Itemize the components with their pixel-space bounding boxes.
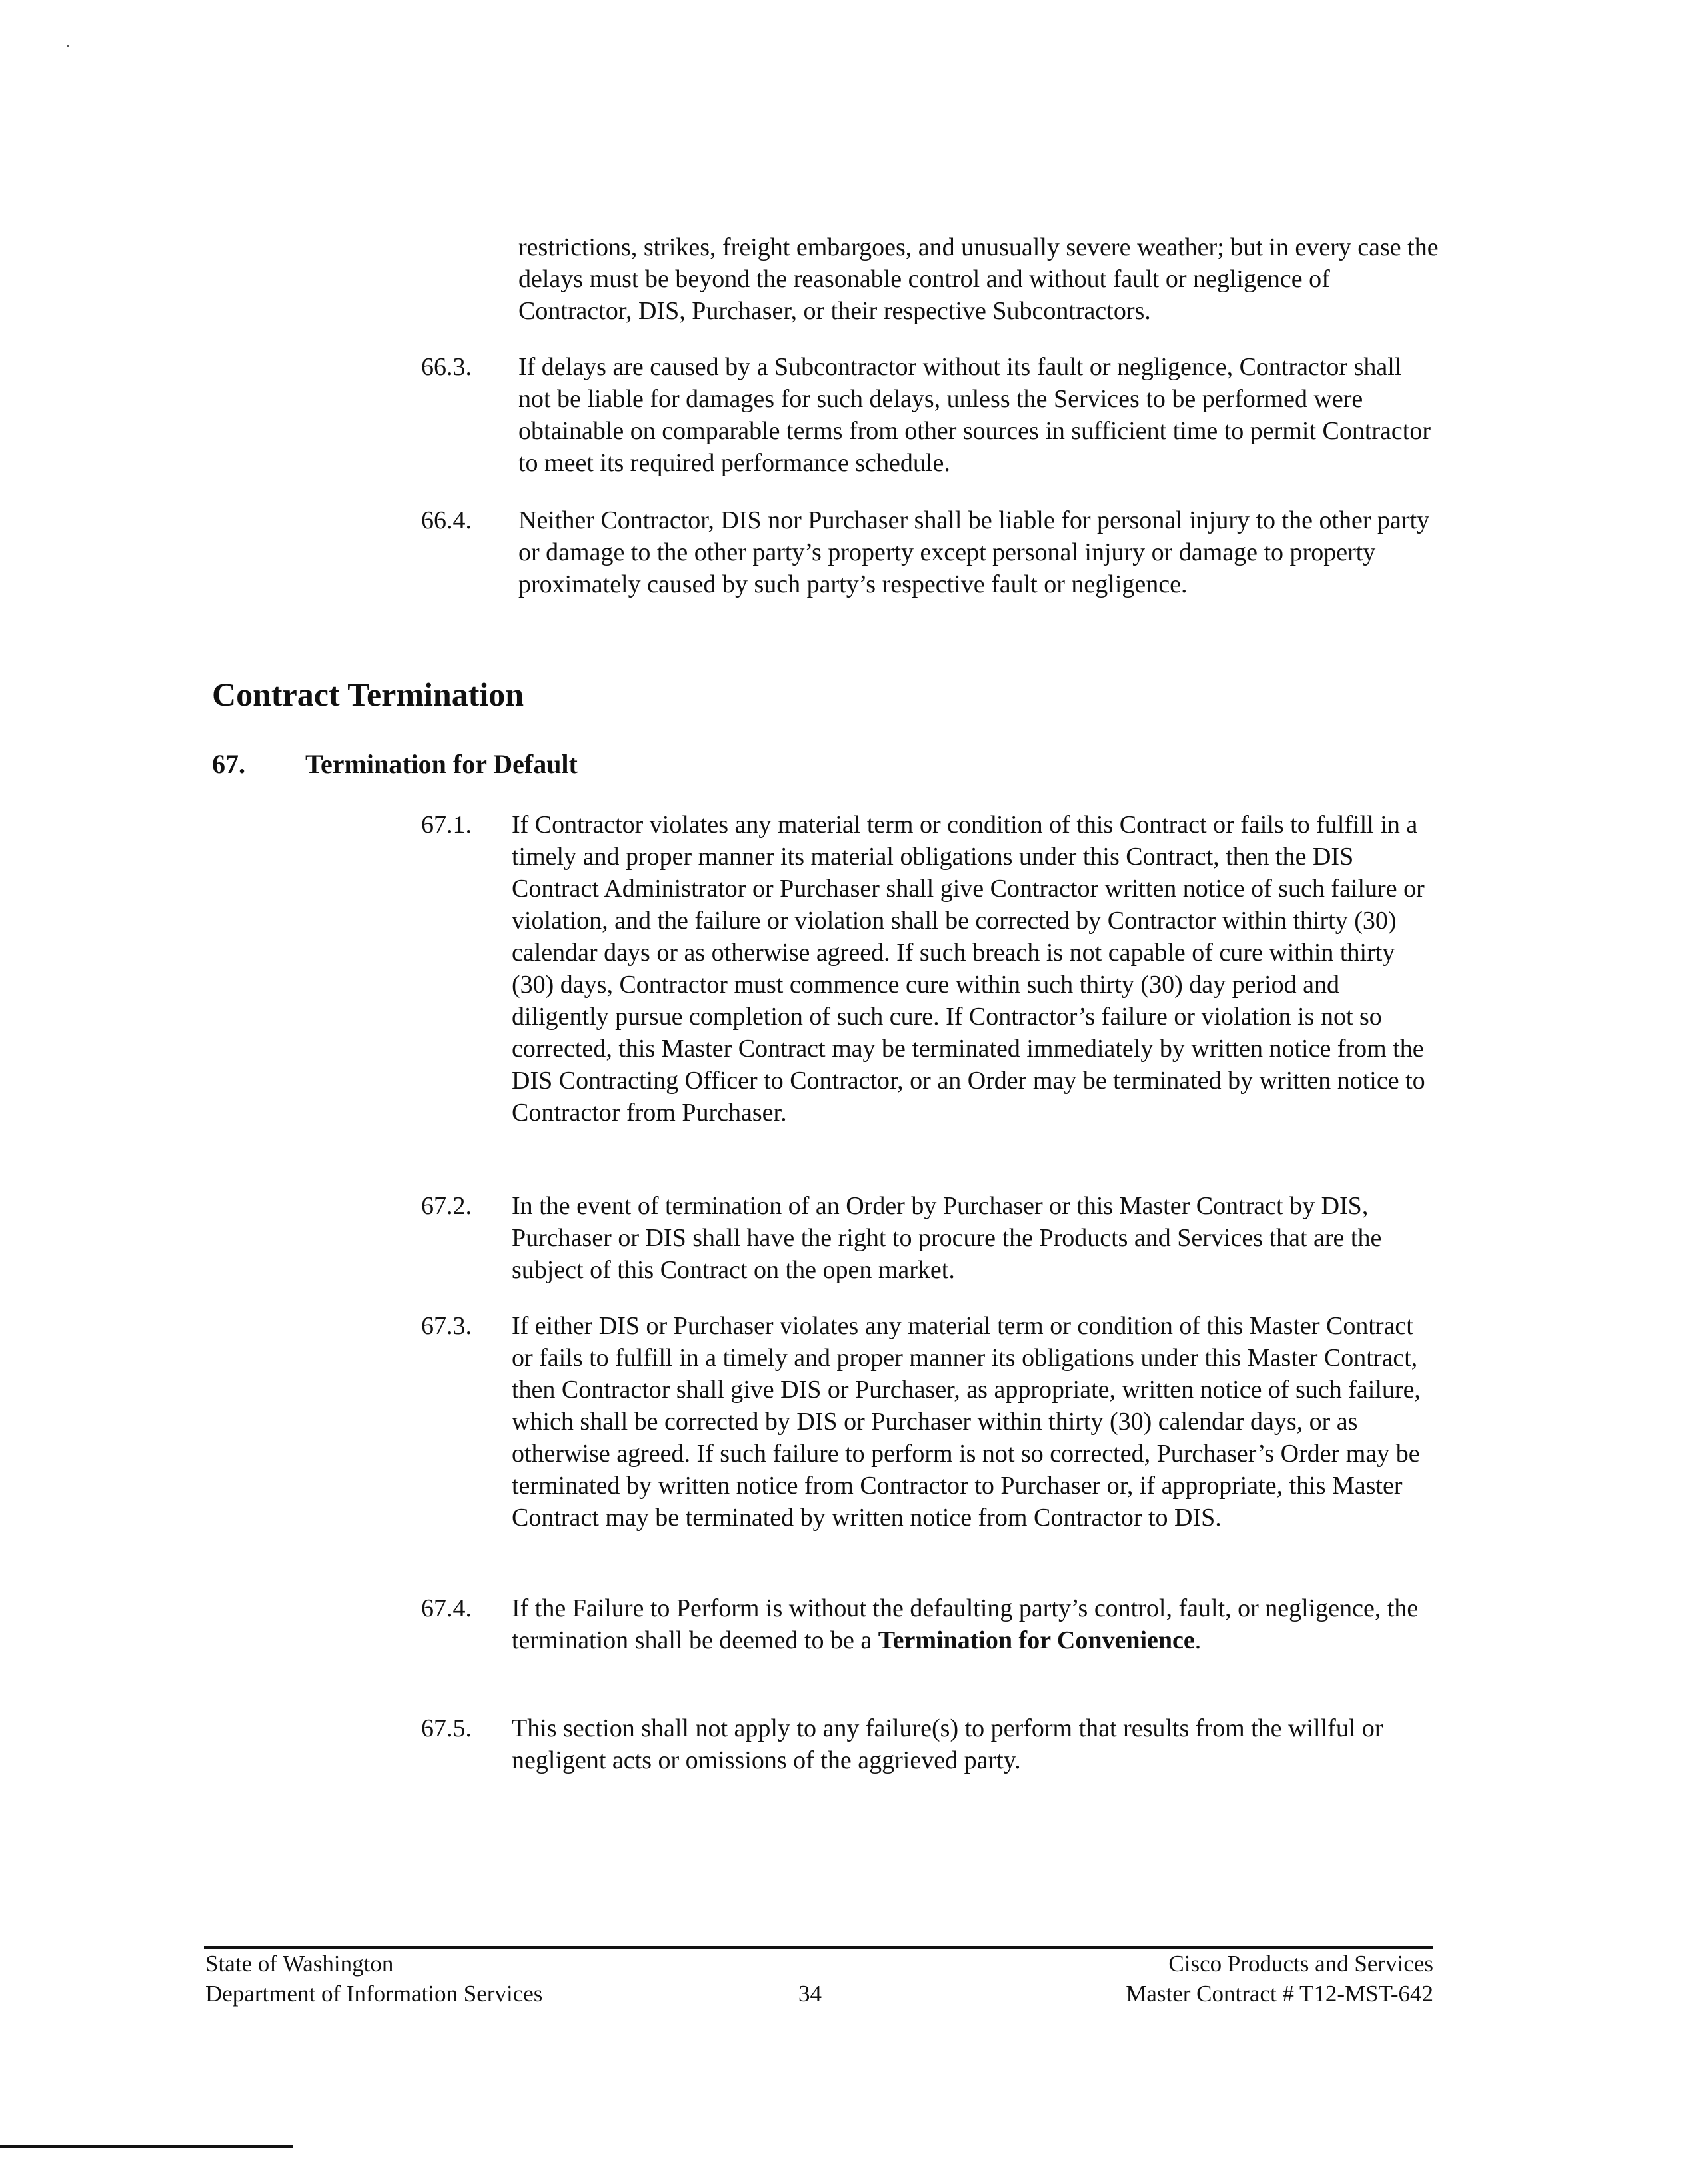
item-number-66-3: 66.3. [421, 353, 472, 381]
item-number-67-4: 67.4. [421, 1594, 472, 1622]
paragraph-67-1: If Contractor violates any material term or condition of this Contract or fails to fulfill in a timely and proper manner its material obligations under this Contract, then the DIS Contract Administrator or Purchaser shall give Contractor written notice of such failure or violation, and the failure or violation shall be corrected by Contractor within thirty (30) calendar days or as otherwise agreed. If such breach is not capable of cure within thirty (30) days, Contractor must commence cure within such thirty (30) day period and diligently pursue completion of such cure. If Contractor’s failure or violation is not so corrected, this Master Contract may be terminated immediately by written notice from the DIS Contracting Officer to Contractor, or an Order may be terminated by written notice to Contractor from Purchaser. [512, 811, 1425, 1127]
termination-for-convenience-term: Termination for Convenience [878, 1626, 1195, 1654]
item-number-67-3: 67.3. [421, 1312, 472, 1340]
paragraph-67-4 [512, 1592, 1438, 1656]
paragraph-67-5: This section shall not apply to any failure(s) to perform that results from the willful or negligent acts or omissions of the aggrieved party. [512, 1714, 1383, 1774]
item-number-67-5: 67.5. [421, 1714, 472, 1742]
paragraph-67-4-end: . [1194, 1626, 1202, 1654]
footer-department: Department of Information Services [205, 1981, 543, 2007]
item-number-66-4: 66.4. [421, 506, 472, 534]
paragraph-66-4: Neither Contractor, DIS nor Purchaser shall be liable for personal injury to the other party or damage to the other party’s property except personal injury or damage to property proximately caused by such party’s respective fault or negligence. [518, 506, 1430, 598]
page-number: 34 [798, 1981, 822, 2007]
item-number-67-2: 67.2. [421, 1192, 472, 1220]
section-heading: Contract Termination [212, 676, 524, 713]
bottom-edge-line [0, 2145, 293, 2148]
footer-contract-number: Master Contract # T12-MST-642 [1126, 1981, 1433, 2007]
paragraph-66-3: If delays are caused by a Subcontractor without its fault or negligence, Contractor shall not be liable for damages for such delays, unless the Services to be performed were obtainable on comparable terms from other sources in sufficient time to permit Contractor to meet its required performance schedule. [518, 353, 1431, 477]
paragraph-67-3: If either DIS or Purchaser violates any material term or condition of this Master Contract or fails to fulfill in a timely and proper manner its obligations under this Master Contract, then Contractor shall give DIS or Purchaser, as appropriate, written notice of such failure, which shall be corrected by DIS or Purchaser within thirty (30) calendar days, or as otherwise agreed. If such failure to perform is not so corrected, Purchaser’s Order may be terminated by written notice from Contractor to Purchaser or, if appropriate, this Master Contract may be terminated by written notice from Contractor to DIS. [512, 1312, 1421, 1532]
clause-title-67: Termination for Default [305, 749, 578, 779]
footer-product: Cisco Products and Services [1168, 1951, 1433, 1977]
paragraph-67-4-text: If the Failure to Perform is without the defaulting party’s control, fault, or negligence, the termination shall be deemed to be a [512, 1594, 1419, 1654]
item-number-67-1: 67.1. [421, 811, 472, 839]
clause-number-67: 67. [212, 749, 245, 779]
paragraph-66-2-continued: restrictions, strikes, freight embargoes, and unusually severe weather; but in every case the delays must be beyond the reasonable control and without fault or negligence of Contractor, DIS, Purchaser, or their respective Subcontractors. [518, 233, 1439, 325]
paragraph-67-2: In the event of termination of an Order by Purchaser or this Master Contract by DIS, Purchaser or DIS shall have the right to procure the Products and Services that are the subject of this Contract on the open market. [512, 1192, 1382, 1284]
scan-speck [67, 45, 69, 47]
footer-state: State of Washington [205, 1951, 394, 1977]
